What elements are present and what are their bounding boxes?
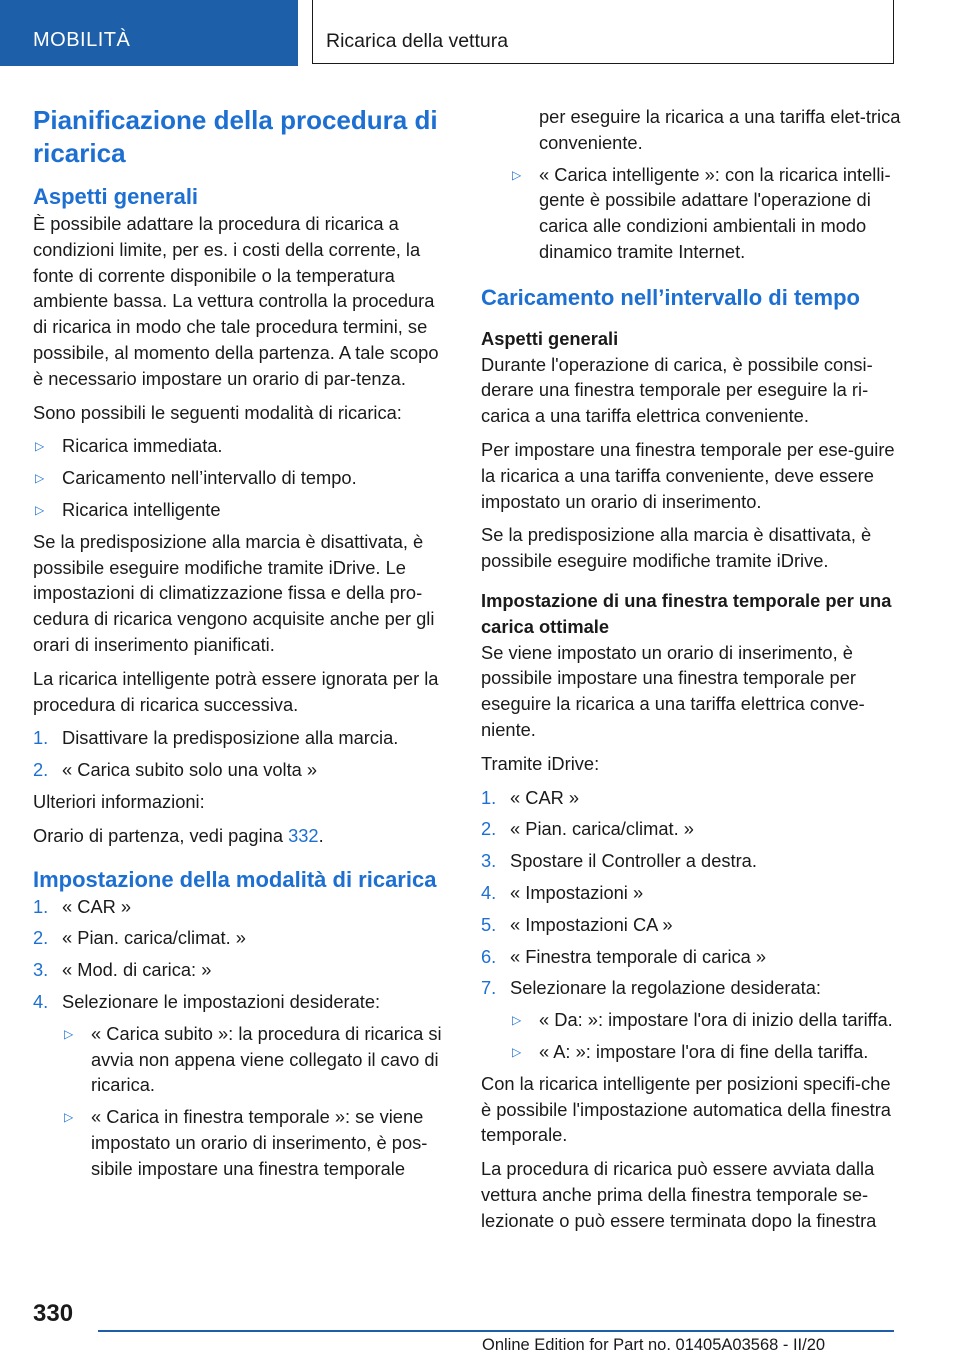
step-item: 1. « CAR » xyxy=(481,786,580,808)
sub-list-item: ▷ « Carica intelligente »: con la ricarica intelli-gente è possibile adattare l'operazione di carica alle condizioni ambientali in modo dinamico tramite Internet. xyxy=(512,163,891,262)
paragraph: Tramite iDrive: xyxy=(481,752,600,774)
section-heading: Pianificazione della procedura di ricarica xyxy=(33,105,438,168)
paragraph: Se viene impostato un orario di inserimento, è possibile impostare una finestra temporale per eseguire la ricarica a una tariffa elettrica conve-niente. xyxy=(481,641,865,740)
page-header xyxy=(0,0,960,66)
paragraph: È possibile adattare la procedura di ricarica a condizioni limite, per es. i costi della corrente, la fonte di corrente disponibile o la temperatura ambiente bassa. La vettura controlla la procedura di ricarica in modo che tale procedura termini, se possibile, al momento della partenza. A tale scopo è necessario impostare un orario di par-tenza. xyxy=(33,213,439,389)
section-label: MOBILITÀ xyxy=(33,29,131,51)
step-item: 7. Selezionare la regolazione desiderata: xyxy=(481,977,821,999)
sub-list-continuation: per eseguire la ricarica a una tariffa elet-trica conveniente. xyxy=(539,106,901,153)
paragraph: Con la ricarica intelligente per posizioni specifi-che è possibile l'impostazione automatica della finestra temporale. xyxy=(481,1072,891,1146)
edition-note: Online Edition for Part no. 01405A03568 - II/20 xyxy=(482,1336,826,1354)
page-reference-link[interactable]: 332 xyxy=(288,824,319,846)
triangle-bullet-icon: ▷ xyxy=(35,502,45,517)
paragraph: Per impostare una finestra temporale per ese-guire la ricarica a una tariffa conveniente, deve essere impostato un orario di inserimento. xyxy=(481,438,895,512)
sub-list-item: ▷ « Da: »: impostare l'ora di inizio della tariffa. xyxy=(512,1009,893,1031)
triangle-bullet-icon: ▷ xyxy=(64,1026,74,1041)
step-item: 2. « Pian. carica/climat. » xyxy=(481,818,694,840)
step-item: 2. « Carica subito solo una volta » xyxy=(33,759,318,781)
minor-heading: Aspetti generali xyxy=(481,327,619,349)
subsection-heading: Caricamento nell’intervallo di tempo xyxy=(481,284,860,310)
triangle-bullet-icon: ▷ xyxy=(512,167,522,182)
page-number: 330 xyxy=(33,1300,74,1327)
list-item: ▷ Ricarica intelligente xyxy=(35,498,221,520)
step-item: 5. « Impostazioni CA » xyxy=(481,913,673,935)
list-item: ▷ Caricamento nell’intervallo di tempo. xyxy=(35,467,357,489)
paragraph: La ricarica intelligente potrà essere ignorata per la procedura di ricarica successiva. xyxy=(33,667,439,715)
minor-heading: Impostazione di una finestra temporale per una carica ottimale xyxy=(481,589,892,637)
step-item: 4. Selezionare le impostazioni desiderate: xyxy=(33,990,381,1012)
paragraph: Durante l'operazione di carica, è possibile consi-derare una finestra temporale per eseguire la ri-carica a una tariffa elettrica conveniente. xyxy=(481,353,873,427)
step-item: 3. Spostare il Controller a destra. xyxy=(481,850,757,872)
step-item: 4. « Impostazioni » xyxy=(481,881,644,903)
sub-list-item: ▷ « Carica subito »: la procedura di ricarica si avvia non appena viene collegato il cavo di ricarica. xyxy=(64,1022,442,1096)
paragraph: La procedura di ricarica può essere avviata dalla vettura anche prima della finestra temporale se-lezionate o può essere terminata dopo la finestra xyxy=(481,1158,877,1231)
step-item: 2. « Pian. carica/climat. » xyxy=(33,927,246,949)
step-item: 1. « CAR » xyxy=(33,895,132,917)
subsection-heading: Impostazione della modalità di ricarica xyxy=(33,866,437,892)
chapter-title: Ricarica della vettura xyxy=(326,30,509,52)
triangle-bullet-icon: ▷ xyxy=(512,1013,522,1028)
paragraph: Se la predisposizione alla marcia è disattivata, è possibile eseguire modifiche tramite iDrive. Le impostazioni di climatizzazione fissa e della pro-cedura di ricarica vengono acquisite anche per gli orari di inserimento pianificati. xyxy=(33,530,435,655)
list-item: ▷ Ricarica immediata. xyxy=(35,435,223,457)
subsection-heading: Aspetti generali xyxy=(33,184,199,209)
right-column xyxy=(481,104,901,1241)
paragraph: Ulteriori informazioni: xyxy=(33,790,205,812)
paragraph: Orario di partenza, vedi pagina 332. xyxy=(33,824,324,846)
step-item: 3. « Mod. di carica: » xyxy=(33,959,212,981)
triangle-bullet-icon: ▷ xyxy=(64,1110,74,1125)
paragraph: Se la predisposizione alla marcia è disattivata, è possibile eseguire modifiche tramite iDrive. xyxy=(481,524,872,572)
footer-divider xyxy=(98,1330,894,1332)
left-column xyxy=(33,104,453,1188)
triangle-bullet-icon: ▷ xyxy=(35,439,45,454)
step-item: 6. « Finestra temporale di carica » xyxy=(481,945,767,967)
sub-list-item: ▷ « A: »: impostare l'ora di fine della tariffa. xyxy=(512,1040,869,1062)
triangle-bullet-icon: ▷ xyxy=(512,1044,522,1059)
step-item: 1. Disattivare la predisposizione alla marcia. xyxy=(33,727,399,749)
paragraph: Sono possibili le seguenti modalità di ricarica: xyxy=(33,401,402,423)
sub-list-item: ▷ « Carica in finestra temporale »: se viene impostato un orario di inserimento, è pos-sibile impostare una finestra temporale xyxy=(64,1106,428,1179)
triangle-bullet-icon: ▷ xyxy=(35,471,45,486)
